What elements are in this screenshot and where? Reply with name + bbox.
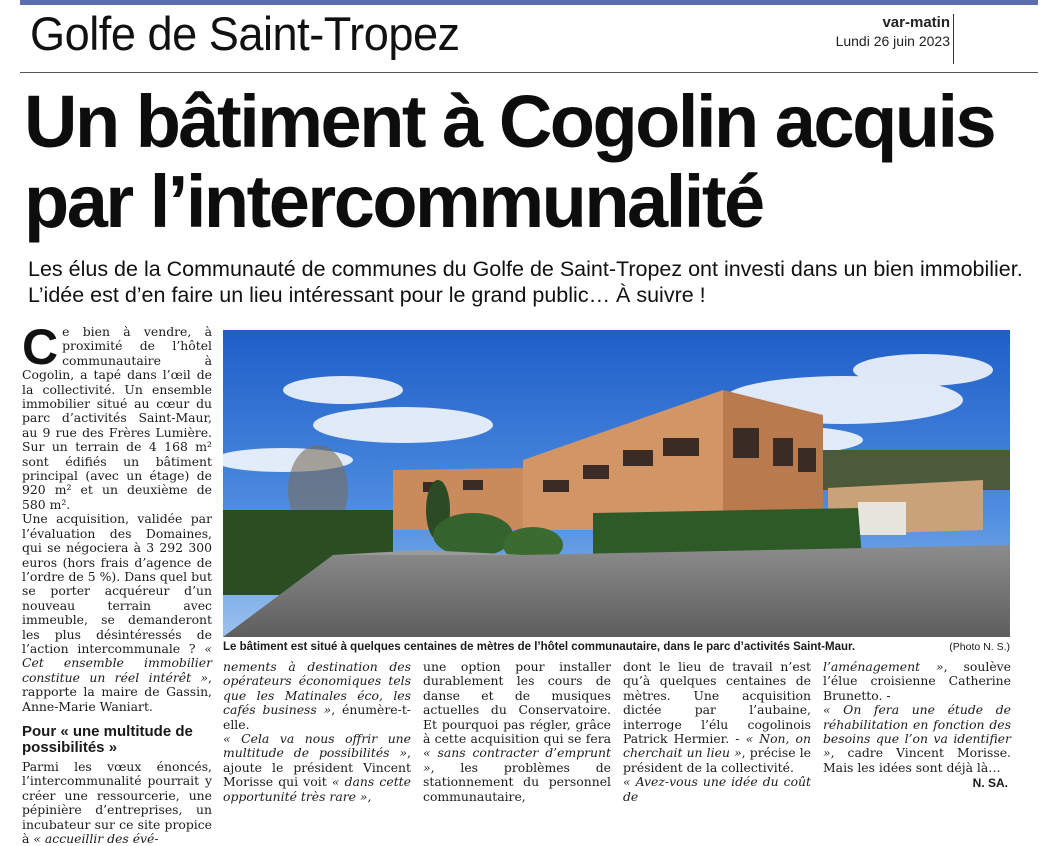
masthead bbox=[836, 14, 950, 50]
drop-cap: C bbox=[22, 319, 59, 375]
header-rule bbox=[20, 72, 1038, 73]
photo-caption bbox=[223, 640, 1010, 654]
author-signature: N. SA. bbox=[972, 776, 1008, 790]
paragraph-1: e bien à vendre, à proximité de l’hôtel communautaire à Cogolin, a tapé dans l’œil de la collectivité. Un ensemble immobilier situé au cœur du parc d’activités Saint-Maur, au 9 rue des Frères Lumière. Sur un terrain de 4 168 m² sont édifiés un bâtiment principal (avec un étage) de 920 m² et un deuxième de 580 m². bbox=[22, 324, 212, 512]
article-column-2: nements à destination des opérateurs économiques tels que les Matinales éco, les cafés business », énumère-t-elle. « Cela va nous offrir une multitude de possibilités », ajoute le président Vincent Morisse qui voit « dans cette opportunité très rare », bbox=[223, 659, 411, 804]
masthead-divider bbox=[953, 14, 954, 64]
subhead: Pour « une multitude de possibilités » bbox=[22, 722, 193, 756]
headline bbox=[24, 82, 1034, 242]
article-column-1 bbox=[22, 319, 212, 846]
headline-line-1: Un bâtiment à Cogolin acquis bbox=[24, 80, 995, 163]
photo-credit: (Photo N. S.) bbox=[949, 641, 1010, 653]
paragraph-3: Parmi les vœux énoncés, l’intercommunalité pourrait y créer une ressourcerie, une pépinière d’entreprises, un incubateur sur ce site propice à « accueillir des évé- bbox=[22, 758, 212, 846]
article-column-4: dont le lieu de travail n’est qu’à quelques centaines de mètres. Une acquisition dictée par l’aubaine, interroge l’élu cogolinois Patrick Hermier. - « Non, on cherchait un lieu », précise le président de la collectivité. « Avez-vous une idée du coût de bbox=[623, 659, 811, 804]
issue-date: Lundi 26 juin 2023 bbox=[835, 32, 950, 49]
top-accent-bar bbox=[20, 0, 1038, 5]
building-photo-illustration bbox=[223, 330, 1010, 637]
section-title: Golfe de Saint-Tropez bbox=[30, 7, 460, 60]
article-column-5: l’aménagement », soulève l’élue croisienne Catherine Brunetto. - « On fera une étude de réhabilitation en fonction des besoins que l’on va identifier », cadre Vincent Morisse. Mais les idées sont déjà là… bbox=[823, 659, 1011, 775]
headline-line-2: par l’intercommunalité bbox=[24, 160, 763, 243]
caption-text: Le bâtiment est situé à quelques centaines de mètres de l’hôtel communautaire, dans le parc d’activités Saint-Maur. bbox=[223, 641, 856, 653]
building-photo bbox=[223, 330, 1010, 637]
article-column-3: une option pour installer durablement les cours de danse et de musiques actuelles du Conservatoire. Et pourquoi pas régler, grâce à cette acquisition qui se fera « sans contracter d’emprunt », les problèmes de stationnement du personnel communautaire, bbox=[423, 659, 611, 804]
newspaper-brand: var-matin bbox=[882, 14, 950, 31]
paragraph-2: Une acquisition, validée par l’évaluation des Domaines, qui se négociera à 3 292 300 euros (hors frais d’agence de l’ordre de 5 %). Dans quel but se porter acquéreur d’un nouveau terrain avec immeuble, se demanderont les plus désintéressés de l’action intercommunale ? « Cet ensemble immobilier constitue un réel intérêt », rapporte la maire de Gassin, Anne-Marie Waniart. bbox=[22, 511, 212, 714]
lede: Les élus de la Communauté de communes du Golfe de Saint-Tropez ont investi dans un bien immobilier. L’idée est d’en faire un lieu intéressant pour le grand public… À suivre ! bbox=[28, 257, 1023, 307]
